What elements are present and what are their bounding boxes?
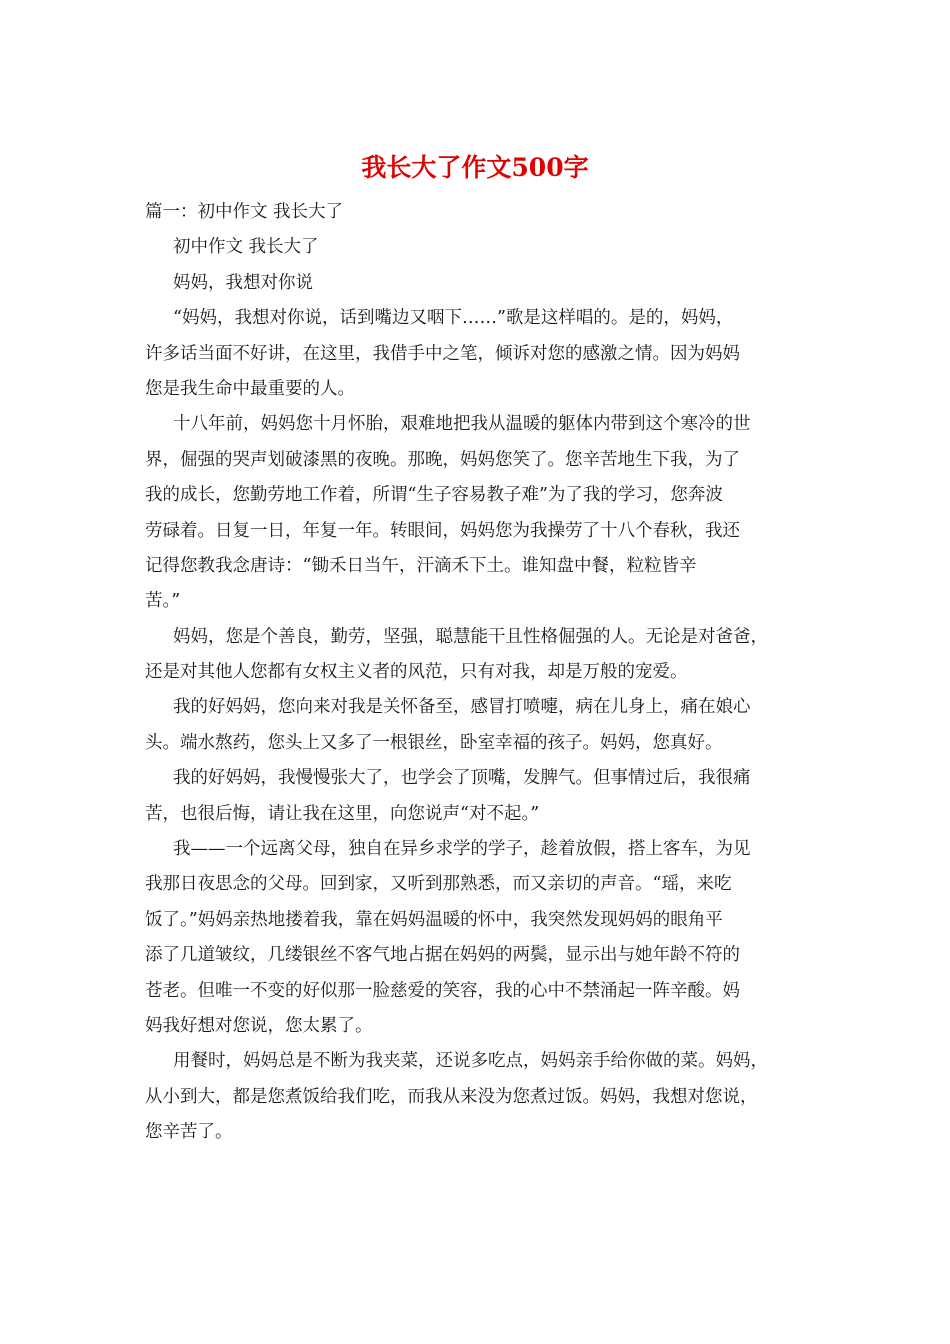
text-line: 还是对其他人您都有女权主义者的风范，只有对我，却是万般的宠爱。: [145, 662, 688, 683]
text-line: 我的好妈妈，我慢慢张大了，也学会了顶嘴，发脾气。但事情过后，我很痛: [173, 768, 751, 789]
text-line: 我那日夜思念的父母。回到家，又听到那熟悉，而又亲切的声音。“瑶，来吃: [145, 874, 732, 895]
text-line: 饭了。”妈妈亲热地搂着我，靠在妈妈温暖的怀中，我突然发现妈妈的眼角平: [145, 909, 723, 930]
text-line: 我的好妈妈，您向来对我是关怀备至，感冒打喷嚏，病在儿身上，痛在娘心: [173, 697, 751, 718]
text-line: 苦，也很后悔，请让我在这里，向您说声“对不起。”: [145, 803, 540, 824]
text-line: 妈我好想对您说，您太累了。: [145, 1015, 373, 1036]
text-line: 记得您教我念唐诗：“锄禾日当午，汗滴禾下土。谁知盘中餐，粒粒皆辛: [145, 555, 697, 576]
text-line: 添了几道皱纹，几缕银丝不客气地占据在妈妈的两鬓，显示出与她年龄不符的: [145, 945, 740, 966]
text-line: 您辛苦了。: [145, 1122, 233, 1143]
text-line: 从小到大，都是您煮饭给我们吃，而我从来没为您煮过饭。妈妈，我想对您说，: [145, 1086, 758, 1107]
document-title: 我长大了作文500字: [361, 153, 589, 182]
text-line: “妈妈，我想对你说，话到嘴边又咽下……”歌是这样唱的。是的，妈妈，: [173, 308, 734, 329]
text-line: 十八年前，妈妈您十月怀胎，艰难地把我从温暖的躯体内带到这个寒冷的世: [173, 414, 751, 435]
text-line: 我的成长，您勤劳地工作着，所谓“生子容易教子难”为了我的学习，您奔波: [145, 485, 723, 506]
text-line: 初中作文 我长大了: [173, 237, 319, 258]
text-line: 头。端水熬药，您头上又多了一根银丝，卧室幸福的孩子。妈妈，您真好。: [145, 732, 723, 753]
text-line: 妈妈，我想对你说: [173, 272, 313, 293]
text-line: 苍老。但唯一不变的好似那一脸慈爱的笑容，我的心中不禁涌起一阵辛酸。妈: [145, 980, 740, 1001]
text-line: 界，倔强的哭声划破漆黑的夜晚。那晚，妈妈您笑了。您辛苦地生下我，为了: [145, 449, 740, 470]
text-line: 我——一个远离父母，独自在异乡求学的学子，趁着放假，搭上客车，为见: [173, 839, 751, 860]
text-line: 劳碌着。日复一日，年复一年。转眼间，妈妈您为我操劳了十八个春秋，我还: [145, 520, 740, 541]
text-line: 苦。”: [145, 591, 181, 612]
text-line: 妈妈，您是个善良，勤劳，坚强，聪慧能干且性格倔强的人。无论是对爸爸，: [173, 626, 768, 647]
text-line: 篇一：初中作文 我长大了: [145, 202, 344, 222]
text-line: 许多话当面不好讲，在这里，我借手中之笔，倾诉对您的感激之情。因为妈妈: [145, 343, 740, 364]
document-body: [145, 195, 815, 1151]
text-line: 用餐时，妈妈总是不断为我夹菜，还说多吃点，妈妈亲手给你做的菜。妈妈，: [173, 1051, 768, 1072]
text-line: 您是我生命中最重要的人。: [145, 378, 355, 399]
